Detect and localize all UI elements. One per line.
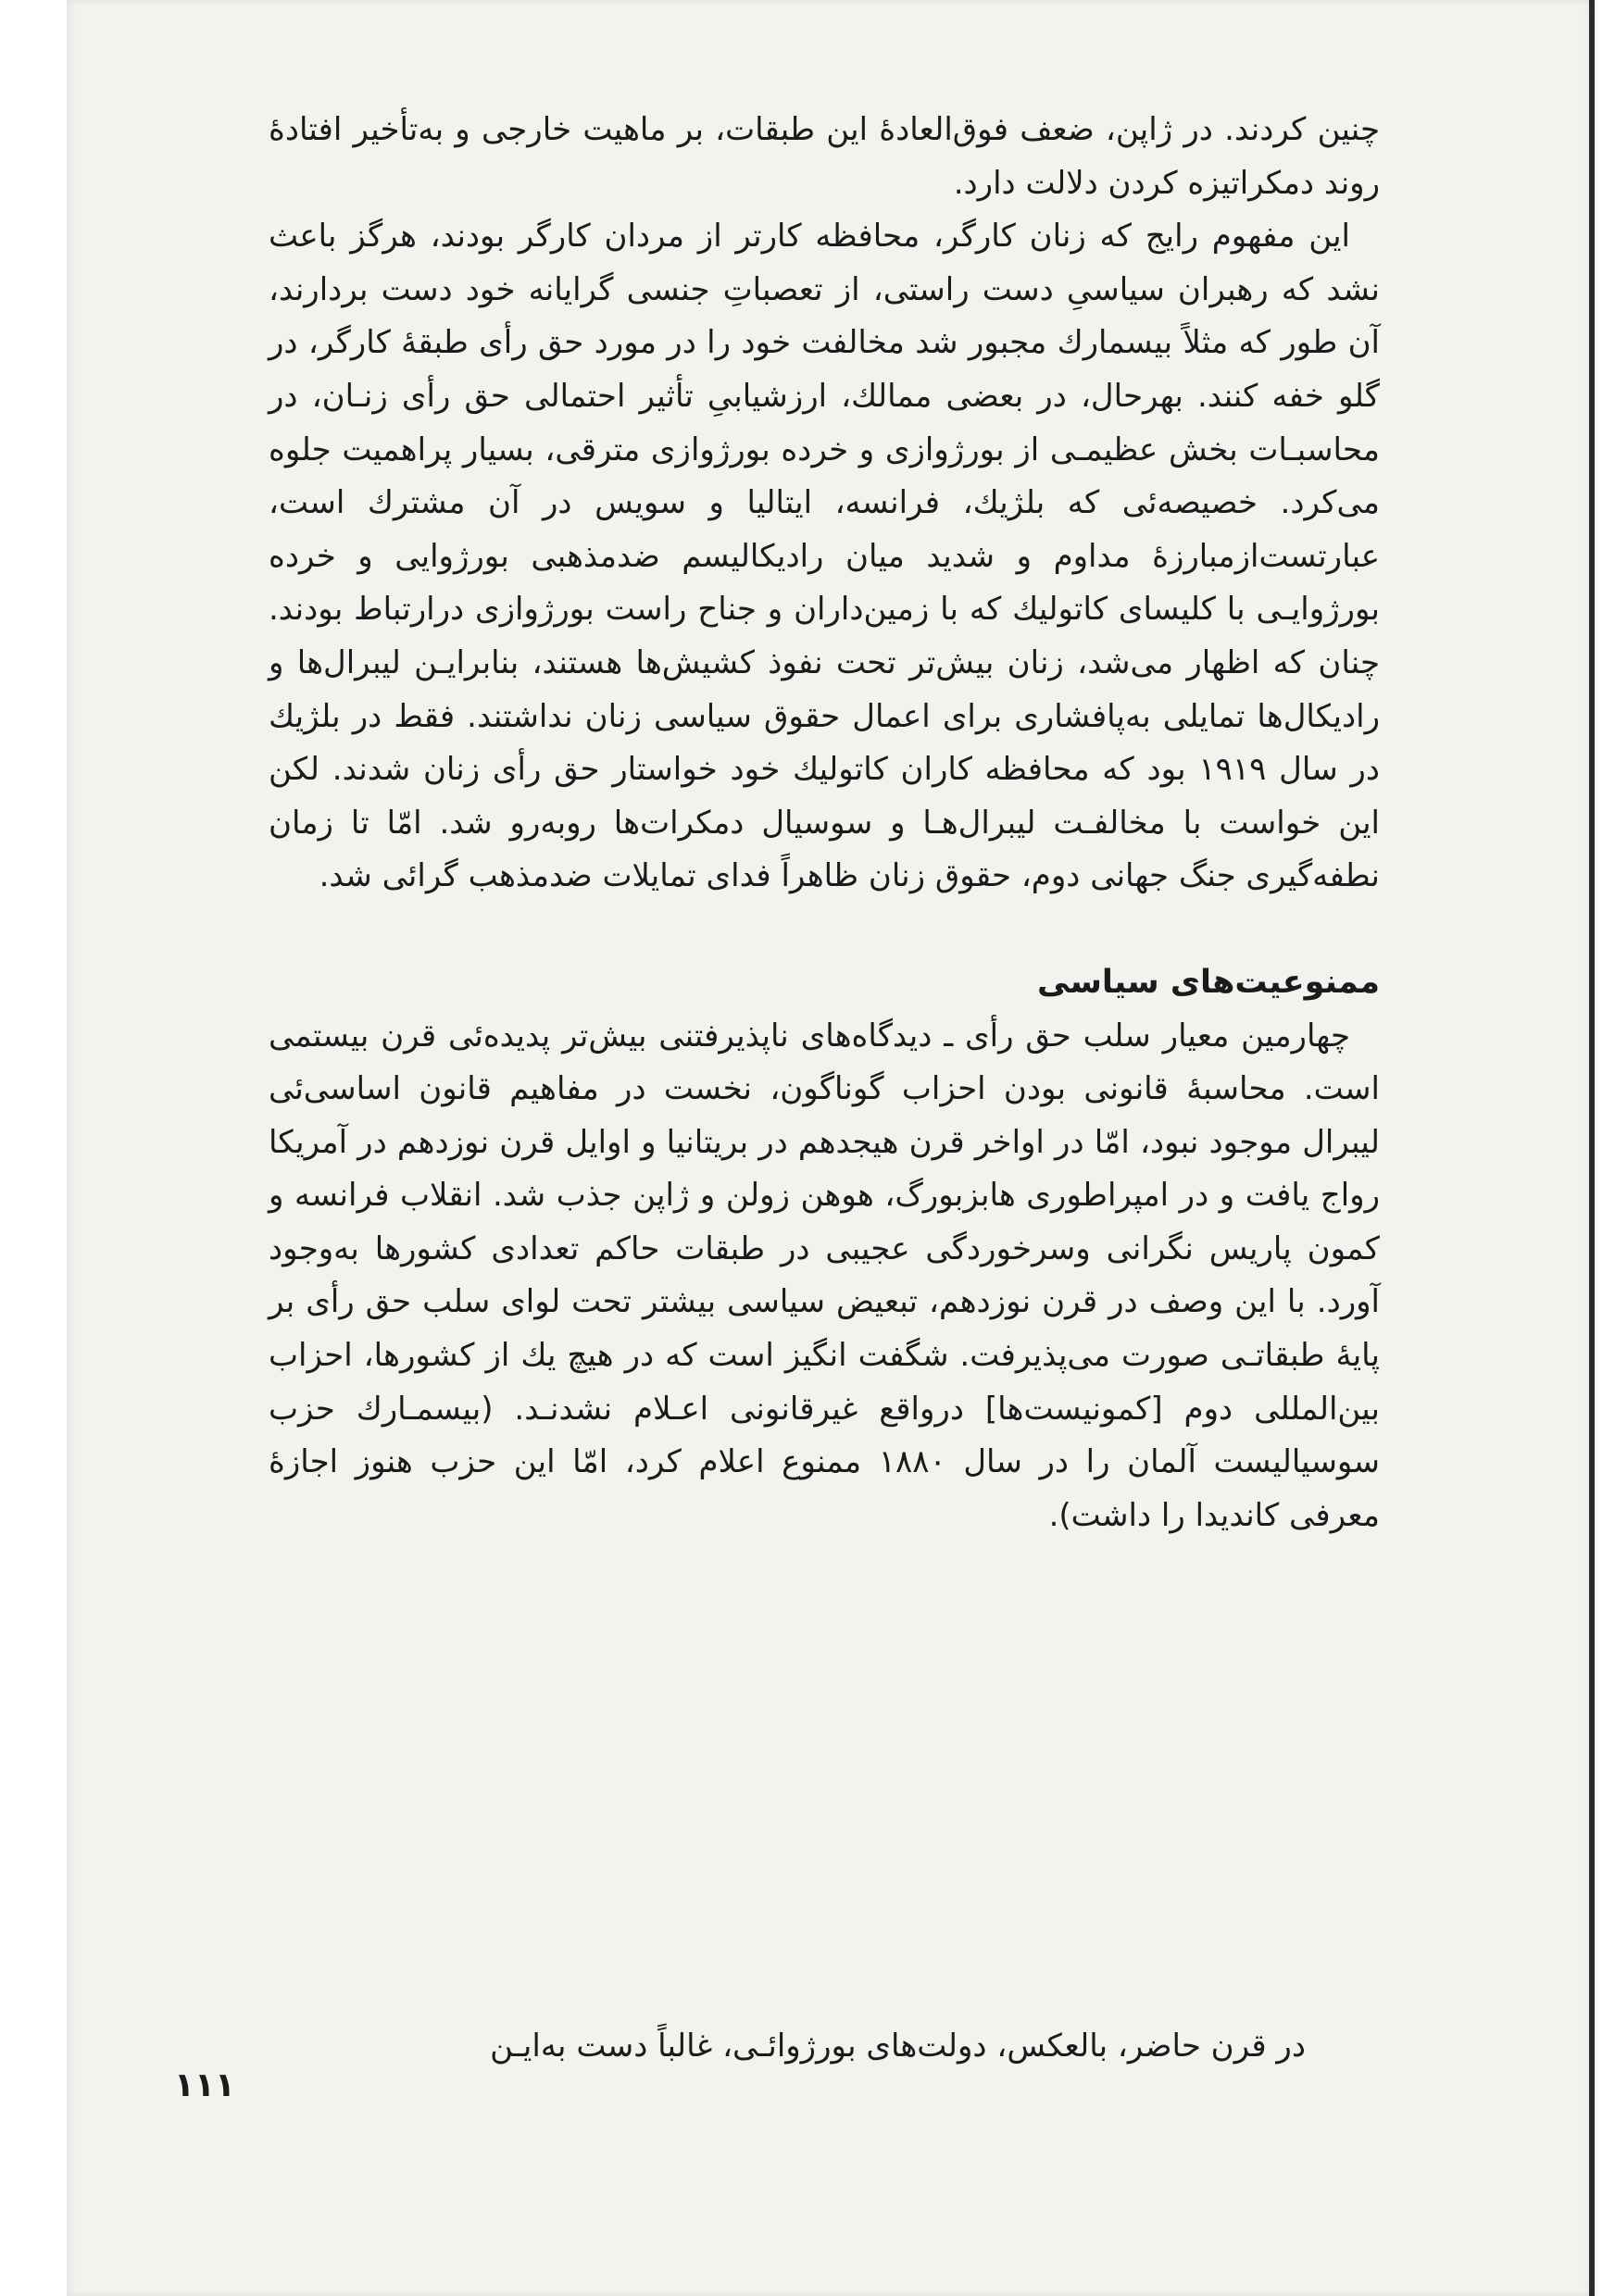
page-edge-shadow (1589, 0, 1595, 2296)
paragraph-continuation: چنین کردند. در ژاپن، ضعف فوق‌العادهٔ این طبقات، بر ماهیت خارجی و به‌تأخیر افتادهٔ روند دمکراتیزه کردن دلالت دارد. (269, 111, 1380, 202)
page-number: ۱۱۱ (174, 2066, 235, 2104)
paragraph-women-suffrage: این مفهوم رایج که زنان کارگر، محافظه کارتر از مردان کارگر بودند، هرگز باعث نشد که رهبران سیاسیِ دست راستی، از تعصباتِ جنسی گرایانه خود دست بردارند، آن طور که مثلاً بیسمارك مجبور شد مخالفت خود را در مورد حق رأی طبقهٔ کارگر، در گلو خفه کنند. بهرحال، در بعضی ممالك، ارزشیابیِ تأثیر احتمالی حق رأی زنـان، در محاسبـات بخش عظیمـی از بورژوازی و خرده بورژوازی مترقی، بسیار پراهمیت جلوه می‌کرد. خصیصه‌ئی که بلژیك، فرانسه، ایتالیا و سویس در آن مشترك است، عبارتست‌ازمبارزهٔ مداوم و شدید میان رادیکالیسم ضدمذهبی بورژوایی و خرده بورژوایـی با کلیسای کاتولیك که با زمین‌داران و جناح راست بورژوازی درارتباط بودند. چنان که اظهار می‌شد، زنان بیش‌تر تحت نفوذ کشیش‌ها هستند، بنابرایـن لیبرال‌ها و رادیکال‌ها تمایلی به‌پافشاری برای اعمال حقوق سیاسی زنان نداشتند. فقط در بلژیك در سال ۱۹۱۹ بود که محافظه کاران کاتولیك خود خواستار حق رأی زنان شدند. لکن این خواست با مخالفـت لیبرال‌هـا و سوسیال دمکرات‌ها روبه‌رو شد. امّا تا زمان نطفه‌گیری جنگ جهانی دوم، حقوق زنان ظاهراً فدای تمایلات ضدمذهب گرائی شد. (269, 218, 1380, 895)
paragraph-last-line: در قرن حاضر، بالعکس، دولت‌های بورژوائـی، غالباً دست به‌ایـن (490, 2028, 1306, 2065)
section-heading: ممنوعیت‌های سیاسی (1037, 963, 1380, 1001)
paragraph-political-bans: چهارمین معیار سلب حق رأی ـ دیدگاه‌های ناپذیرفتنی بیش‌تر پدیده‌ئی قرن بیستمی است. محاسبهٔ قانونی بودن احزاب گوناگون، نخست در مفاهیم قانون اساسی‌ئی لیبرال موجود نبود، امّا در اواخر قرن هیجدهم در بریتانیا و اوایل قرن نوزدهم در آمریکا رواج یافت و در امپراطوری هابزبورگ، هوهن زولن و ژاپن جذب شد. انقلاب فرانسه و کمون پاریس نگرانی وسرخوردگی عجیبی در طبقات حاکم تعدادی کشورها به‌وجود آورد. با این وصف در قرن نوزدهم، تبعیض سیاسی بیشتر تحت لوای سلب حق رأی بر پایهٔ طبقاتـی صورت می‌پذیرفت. شگفت انگیز است که در هیچ یك از کشورها، احزاب بین‌المللی دوم [کمونیست‌ها] درواقع غیرقانونی اعـلام نشدنـد. (بیسمـارك حزب سوسیالیست آلمان را در سال ۱۸۸۰ ممنوع اعلام کرد، امّا این حزب هنوز اجازهٔ معرفی کاندیدا را داشت). (269, 1017, 1380, 1534)
body-text (269, 104, 1380, 1542)
